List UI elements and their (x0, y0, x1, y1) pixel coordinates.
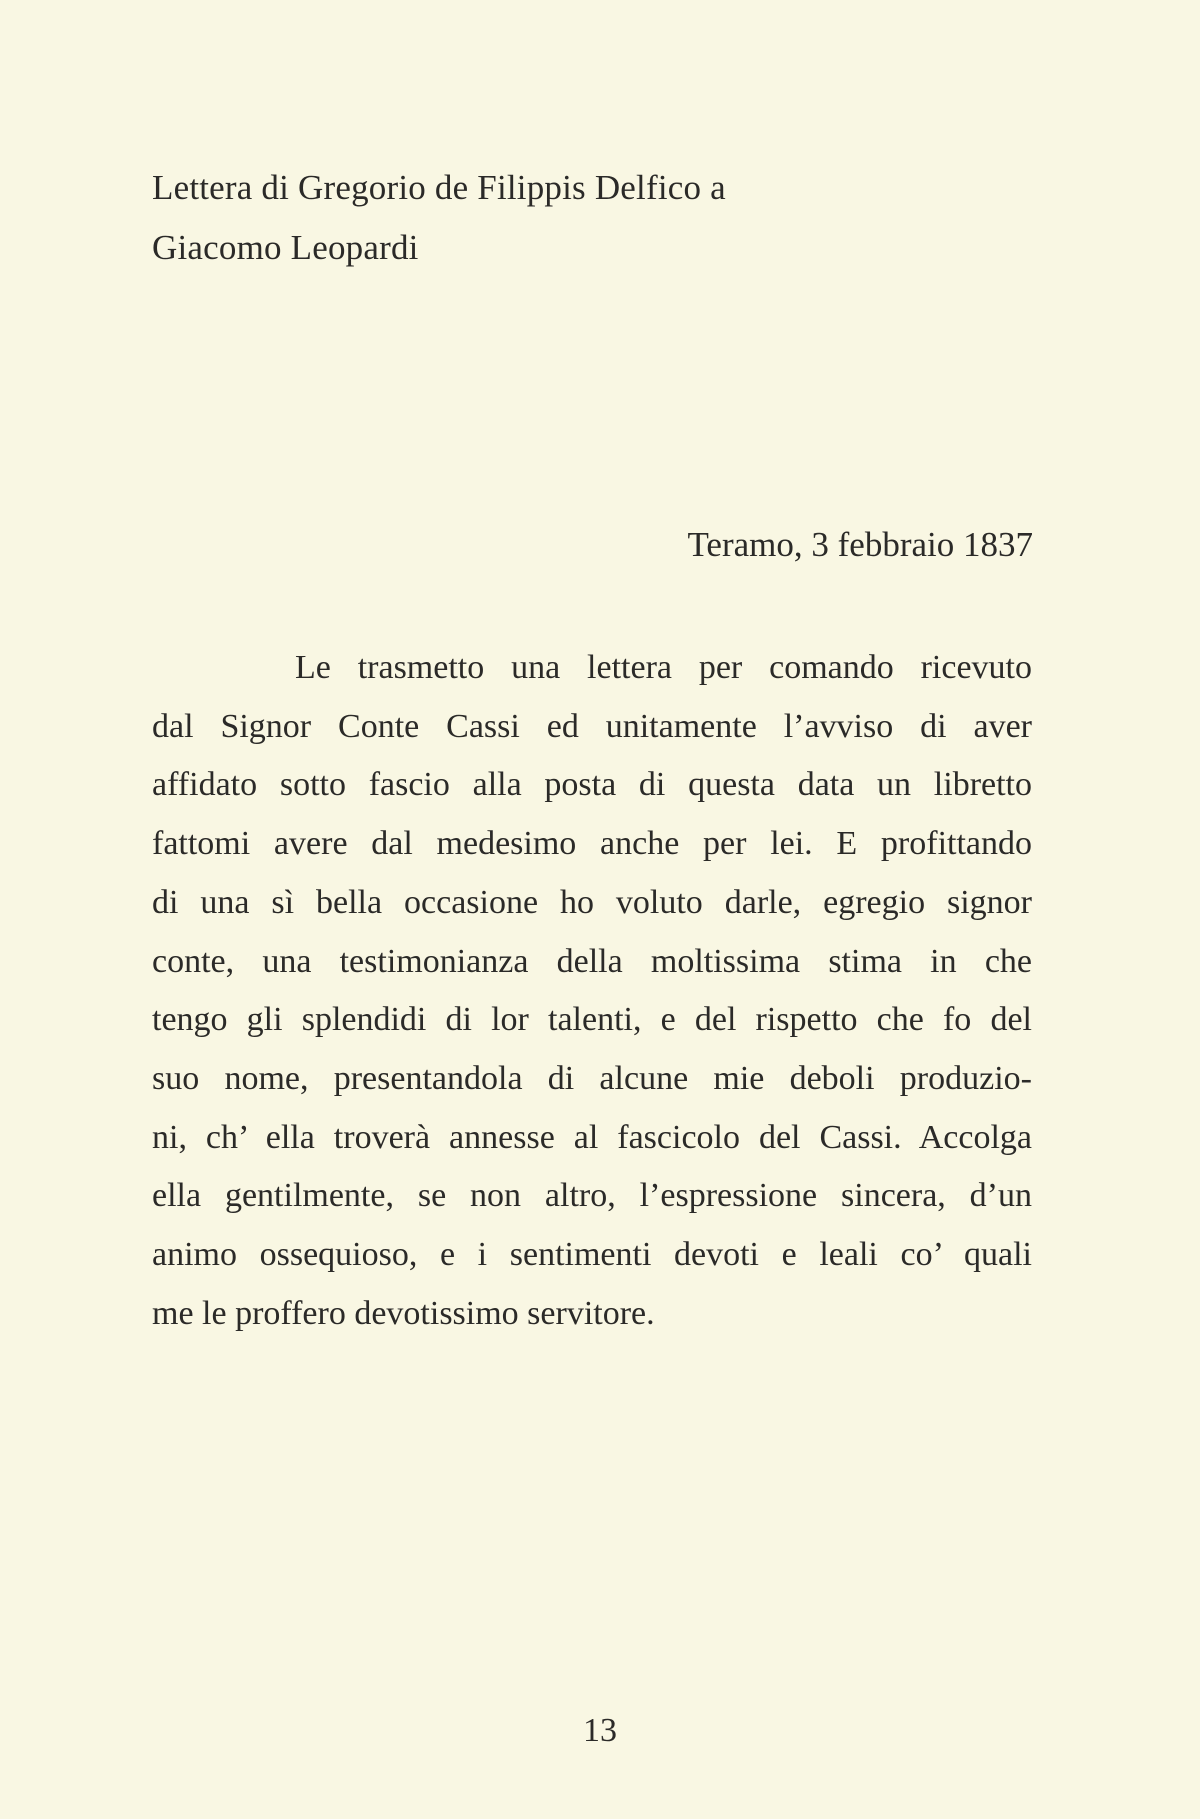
body-line: fattomi avere dal medesimo anche per lei. E profittando (152, 825, 1032, 863)
body-line: animo ossequioso, e i sentimenti devoti e leali co’ quali (152, 1236, 1032, 1274)
body-line: affidato sotto fascio alla posta di questa data un libretto (152, 766, 1032, 804)
letter-body (152, 639, 1032, 1343)
body-line: dal Signor Conte Cassi ed unitamente l’avviso di aver (152, 707, 1032, 745)
body-line: Le trasmetto una lettera per comando ricevuto (295, 649, 1032, 686)
letter-heading (152, 158, 726, 278)
body-line: ella gentilmente, se non altro, l’espressione sincera, d’un (152, 1177, 1032, 1215)
body-line: me le proffero devotissimo servitore. (152, 1294, 655, 1332)
letter-dateline: Teramo, 3 febbraio 1837 (687, 525, 1033, 564)
body-line: di una sì bella occasione ho voluto darle, egregio signor (152, 883, 1032, 921)
body-line: suo nome, presentandola di alcune mie deboli produzio- (152, 1059, 1032, 1097)
body-line: conte, una testimonianza della moltissima stima in che (152, 942, 1032, 980)
body-line: tengo gli splendidi di lor talenti, e del rispetto che fo del (152, 1001, 1032, 1039)
body-line: ni, ch’ ella troverà annesse al fascicolo del Cassi. Accolga (152, 1118, 1032, 1156)
page-number: 13 (583, 1712, 617, 1749)
heading-line-2: Giacomo Leopardi (152, 228, 419, 267)
heading-line-1: Lettera di Gregorio de Filippis Delfico a (152, 168, 726, 207)
